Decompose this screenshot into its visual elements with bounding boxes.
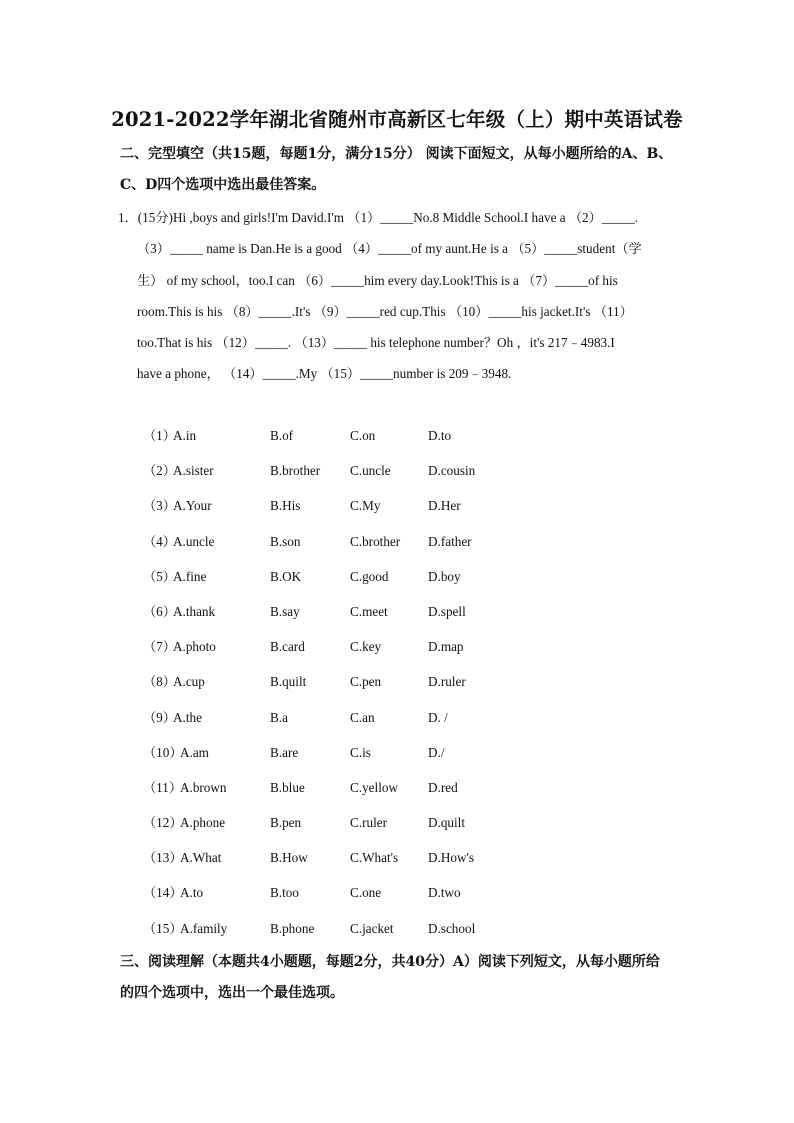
option-c: C.My <box>350 498 381 514</box>
option-a: A.Your <box>173 498 212 514</box>
option-a: A.fine <box>173 568 207 584</box>
passage-line: have a phone， （14）_____.My （15）_____number is 209﹣3948. <box>137 366 512 382</box>
option-d: D.red <box>428 779 458 795</box>
option-c: C.key <box>350 639 382 655</box>
option-a: A.am <box>180 744 209 760</box>
passage-line: room.This is his （8）_____.It's （9）_____red cup.This （10）_____his jacket.It's （11） <box>137 303 633 319</box>
option-d: D.boy <box>428 568 461 584</box>
option-a: A.uncle <box>173 533 215 549</box>
option-d: D. / <box>428 709 448 725</box>
exam-title: 2021-2022学年湖北省随州市高新区七年级（上）期中英语试卷 <box>111 108 683 131</box>
option-a: A.cup <box>173 674 205 690</box>
option-c: C.is <box>350 744 371 760</box>
section-cloze-heading-line1: 二、完型填空（共15题，每题1分，满分15分） 阅读下面短文，从每小题所给的A、B、 <box>120 146 673 162</box>
option-d: D.Her <box>428 498 461 514</box>
option-c: C.ruler <box>350 815 387 831</box>
option-a: A.to <box>180 885 204 901</box>
option-d: D.How's <box>428 850 474 866</box>
option-c: C.What's <box>350 850 399 866</box>
option-d: D.father <box>428 533 472 549</box>
passage-line: （3）_____ name is Dan.He is a good （4）_____of my aunt.He is a （5）_____student（学 <box>137 241 642 257</box>
option-number: （7） <box>143 639 176 655</box>
passage-line: 生） of my school，too.I can （6）_____him every day.Look!This is a （7）_____of his <box>137 272 618 288</box>
option-b: B.are <box>270 744 299 760</box>
option-a: A.brown <box>180 779 227 795</box>
section-reading-heading <box>120 947 690 1009</box>
option-b: B.brother <box>270 463 321 479</box>
option-number: （1） <box>143 428 176 443</box>
option-c: C.brother <box>350 533 401 549</box>
section-cloze-heading <box>120 139 690 201</box>
option-d: D.ruler <box>428 674 466 690</box>
option-a: A.What <box>180 850 222 866</box>
option-d: D./ <box>428 744 445 760</box>
section-cloze-heading-line2: C、D四个选项中选出最佳答案。 <box>120 177 326 193</box>
option-c: C.meet <box>350 603 388 619</box>
option-b: B.card <box>270 639 305 655</box>
option-d: D.school <box>428 920 476 936</box>
option-number: （9） <box>143 709 176 725</box>
option-number: （2） <box>143 463 176 479</box>
option-a: A.sister <box>173 463 214 479</box>
option-number: （8） <box>143 674 176 690</box>
option-d: D.cousin <box>428 463 476 479</box>
option-b: B.son <box>270 533 301 549</box>
option-b: B.of <box>270 428 294 443</box>
option-c: C.yellow <box>350 779 398 795</box>
option-number: （6） <box>143 603 176 619</box>
passage-line: too.That is his （12）_____. （13）_____ his telephone number？Oh ，it's 217﹣4983.I <box>137 335 615 351</box>
option-a: A.photo <box>173 639 216 655</box>
option-b: B.blue <box>270 779 305 795</box>
option-number: （15） <box>143 920 183 936</box>
option-number: （4） <box>143 533 176 549</box>
option-b: B.How <box>270 850 308 866</box>
option-d: D.map <box>428 639 464 655</box>
option-b: B.phone <box>270 920 315 936</box>
question-1-passage <box>118 202 688 390</box>
option-number: （10） <box>143 744 183 760</box>
option-b: B.OK <box>270 568 302 584</box>
option-number: （3） <box>143 498 176 514</box>
option-a: A.thank <box>173 603 216 619</box>
option-c: C.pen <box>350 674 382 690</box>
option-c: C.an <box>350 709 375 725</box>
passage-line: 1．(15分)Hi ,boys and girls!I'm David.I'm （1）_____No.8 Middle School.I have a （2）_____. <box>118 210 639 225</box>
option-b: B.too <box>270 885 299 901</box>
option-a: A.family <box>180 920 228 936</box>
option-number: （12） <box>143 815 183 831</box>
option-b: B.a <box>270 709 288 725</box>
option-c: C.jacket <box>350 920 394 936</box>
option-d: D.to <box>428 428 452 443</box>
option-d: D.quilt <box>428 815 465 831</box>
option-a: A.in <box>173 428 197 443</box>
option-c: C.on <box>350 428 376 443</box>
option-number: （5） <box>143 568 176 584</box>
section-reading-heading-line1: 三、阅读理解（本题共4小题题，每题2分，共40分）A）阅读下列短文，从每小题所给 <box>120 954 660 970</box>
option-b: B.His <box>270 498 301 514</box>
option-number: （14） <box>143 885 183 901</box>
option-c: C.one <box>350 885 382 901</box>
option-number: （13） <box>143 850 183 866</box>
option-c: C.good <box>350 568 389 584</box>
option-b: B.pen <box>270 815 302 831</box>
option-d: D.spell <box>428 603 466 619</box>
option-b: B.quilt <box>270 674 307 690</box>
option-a: A.the <box>173 709 202 725</box>
option-a: A.phone <box>180 815 226 831</box>
option-number: （11） <box>143 779 183 795</box>
option-d: D.two <box>428 885 461 901</box>
option-b: B.say <box>270 603 300 619</box>
option-c: C.uncle <box>350 463 391 479</box>
section-reading-heading-line2: 的四个选项中，选出一个最佳选项。 <box>120 985 344 1001</box>
